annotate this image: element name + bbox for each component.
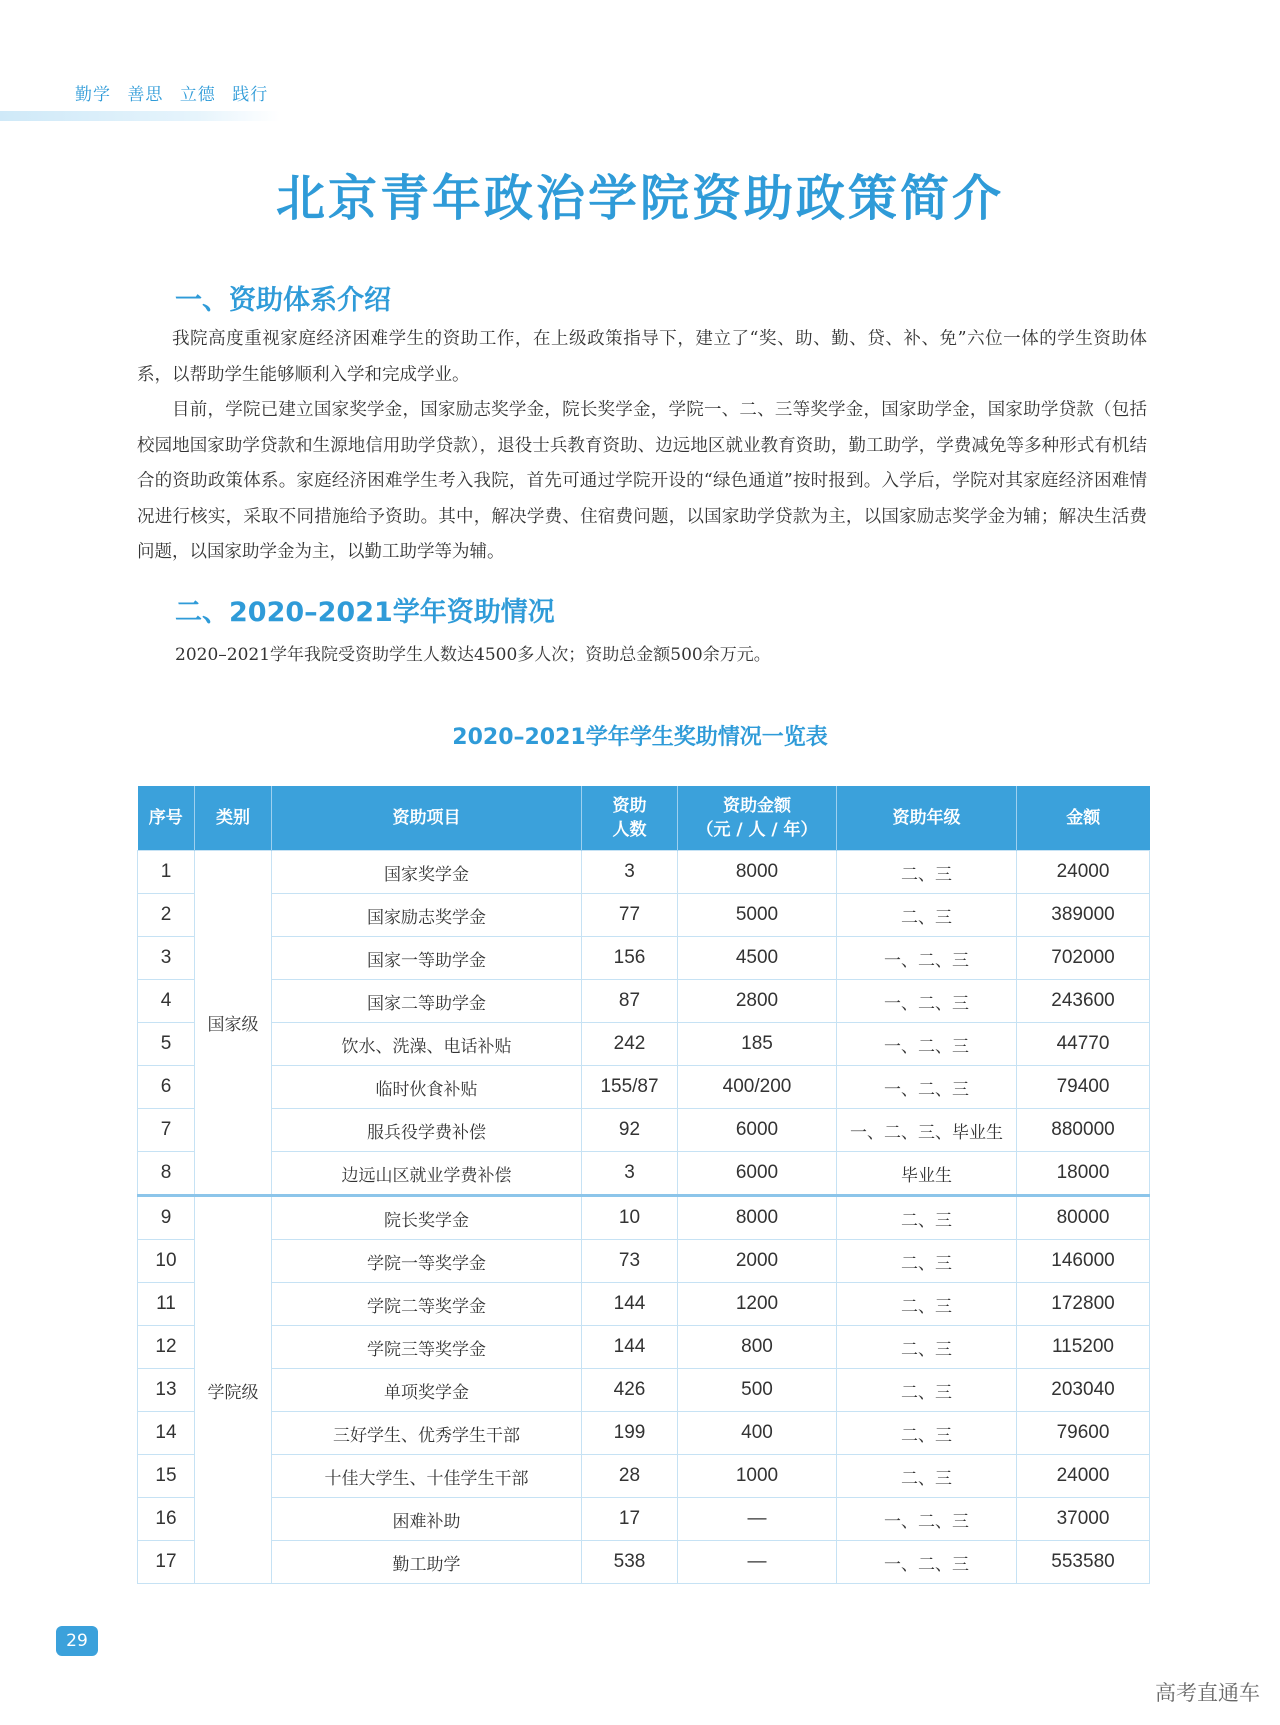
no-cell: 7 bbox=[138, 1109, 195, 1152]
watermark: 高考直通车 bbox=[1155, 1681, 1260, 1705]
count-cell: 426 bbox=[582, 1369, 678, 1412]
table-row bbox=[138, 980, 1150, 1023]
header-grade: 资助年级 bbox=[837, 786, 1017, 851]
count-cell: 3 bbox=[582, 851, 678, 894]
grade-cell: 二、三 bbox=[837, 1326, 1017, 1369]
grade-cell: 二、三 bbox=[837, 1455, 1017, 1498]
header-no: 序号 bbox=[138, 786, 195, 851]
amount-cell: 8000 bbox=[678, 851, 837, 894]
grade-cell: 二、三 bbox=[837, 1240, 1017, 1283]
total-cell: 880000 bbox=[1017, 1109, 1150, 1152]
table-row bbox=[138, 1283, 1150, 1326]
total-cell: 146000 bbox=[1017, 1240, 1150, 1283]
grade-cell: 二、三 bbox=[837, 1283, 1017, 1326]
amount-cell: 2800 bbox=[678, 980, 837, 1023]
item-cell: 国家励志奖学金 bbox=[272, 894, 582, 937]
no-cell: 14 bbox=[138, 1412, 195, 1455]
amount-cell: 2000 bbox=[678, 1240, 837, 1283]
table-row bbox=[138, 1240, 1150, 1283]
table-row bbox=[138, 1412, 1150, 1455]
page-title: 北京青年政治学院资助政策简介 bbox=[275, 170, 1004, 227]
count-cell: 144 bbox=[582, 1326, 678, 1369]
item-cell: 三好学生、优秀学生干部 bbox=[272, 1412, 582, 1455]
item-cell: 国家一等助学金 bbox=[272, 937, 582, 980]
header-amount-line1: 资助金额 bbox=[723, 796, 791, 816]
item-cell: 院长奖学金 bbox=[272, 1196, 582, 1240]
header-total: 金额 bbox=[1017, 786, 1150, 851]
grade-cell: 一、二、三 bbox=[837, 937, 1017, 980]
header-count-line2: 人数 bbox=[612, 820, 647, 840]
count-cell: 10 bbox=[582, 1196, 678, 1240]
table-row bbox=[138, 1109, 1150, 1152]
total-cell: 389000 bbox=[1017, 894, 1150, 937]
grade-cell: 一、二、三 bbox=[837, 1498, 1017, 1541]
amount-cell: — bbox=[678, 1541, 837, 1584]
amount-cell: 500 bbox=[678, 1369, 837, 1412]
count-cell: 73 bbox=[582, 1240, 678, 1283]
item-cell: 边远山区就业学费补偿 bbox=[272, 1152, 582, 1196]
header-amount-line2: （元 / 人 / 年） bbox=[696, 820, 818, 840]
count-cell: 242 bbox=[582, 1023, 678, 1066]
table-row bbox=[138, 1196, 1150, 1240]
category-cell: 国家级 bbox=[195, 851, 272, 1196]
amount-cell: 1000 bbox=[678, 1455, 837, 1498]
amount-cell: 400/200 bbox=[678, 1066, 837, 1109]
no-cell: 3 bbox=[138, 937, 195, 980]
total-cell: 80000 bbox=[1017, 1196, 1150, 1240]
grade-cell: 一、二、三 bbox=[837, 1541, 1017, 1584]
page-number: 29 bbox=[56, 1626, 98, 1656]
header-count-line1: 资助 bbox=[612, 796, 647, 816]
header-decoration-band bbox=[0, 111, 280, 121]
grade-cell: 二、三 bbox=[837, 1412, 1017, 1455]
no-cell: 2 bbox=[138, 894, 195, 937]
item-cell: 学院二等奖学金 bbox=[272, 1283, 582, 1326]
summary-text: 2020–2021学年我院受资助学生人数达4500多人次；资助总金额500余万元。 bbox=[175, 645, 771, 665]
total-cell: 115200 bbox=[1017, 1326, 1150, 1369]
total-cell: 37000 bbox=[1017, 1498, 1150, 1541]
item-cell: 勤工助学 bbox=[272, 1541, 582, 1584]
table-row bbox=[138, 937, 1150, 980]
total-cell: 79600 bbox=[1017, 1412, 1150, 1455]
table-row bbox=[138, 1541, 1150, 1584]
table-title: 2020–2021学年学生奖助情况一览表 bbox=[452, 725, 828, 750]
total-cell: 553580 bbox=[1017, 1541, 1150, 1584]
grade-cell: 二、三 bbox=[837, 851, 1017, 894]
amount-cell: 5000 bbox=[678, 894, 837, 937]
item-cell: 学院三等奖学金 bbox=[272, 1326, 582, 1369]
grade-cell: 一、二、三 bbox=[837, 1023, 1017, 1066]
section-heading-system: 一、资助体系介绍 bbox=[175, 285, 391, 316]
motto-word: 勤学 bbox=[75, 85, 111, 105]
count-cell: 199 bbox=[582, 1412, 678, 1455]
table-row bbox=[138, 851, 1150, 894]
item-cell: 困难补助 bbox=[272, 1498, 582, 1541]
count-cell: 87 bbox=[582, 980, 678, 1023]
no-cell: 15 bbox=[138, 1455, 195, 1498]
count-cell: 17 bbox=[582, 1498, 678, 1541]
paragraph-policy: 目前，学院已建立国家奖学金，国家励志奖学金，院长奖学金，学院一、二、三等奖学金，国家助学金，国家助学贷款（包括校园地国家助学贷款和生源地信用助学贷款），退役士兵教育资助、边远地区就业教育资助，勤工助学，学费减免等多种形式有机结合的资助政策体系。家庭经济困难学生考入我院，首先可通过学院开设的“绿色通道”按时报到。入学后，学院对其家庭经济困难情况进行核实，采取不同措施给予资助。其中，解决学费、住宿费问题，以国家助学贷款为主，以国家励志奖学金为辅；解决生活费问题，以国家助学金为主，以勤工助学等为辅。 bbox=[137, 400, 1147, 562]
no-cell: 5 bbox=[138, 1023, 195, 1066]
table-row bbox=[138, 1498, 1150, 1541]
item-cell: 饮水、洗澡、电话补贴 bbox=[272, 1023, 582, 1066]
total-cell: 24000 bbox=[1017, 851, 1150, 894]
item-cell: 十佳大学生、十佳学生干部 bbox=[272, 1455, 582, 1498]
category-cell: 学院级 bbox=[195, 1196, 272, 1584]
count-cell: 77 bbox=[582, 894, 678, 937]
paragraph-intro: 我院高度重视家庭经济困难学生的资助工作，在上级政策指导下，建立了“奖、助、勤、贷、补、免”六位一体的学生资助体系，以帮助学生能够顺利入学和完成学业。 bbox=[137, 329, 1147, 385]
header-amount bbox=[678, 786, 837, 851]
count-cell: 92 bbox=[582, 1109, 678, 1152]
table-row bbox=[138, 1152, 1150, 1196]
item-cell: 国家二等助学金 bbox=[272, 980, 582, 1023]
total-cell: 702000 bbox=[1017, 937, 1150, 980]
amount-cell: — bbox=[678, 1498, 837, 1541]
no-cell: 16 bbox=[138, 1498, 195, 1541]
item-cell: 服兵役学费补偿 bbox=[272, 1109, 582, 1152]
amount-cell: 400 bbox=[678, 1412, 837, 1455]
total-cell: 44770 bbox=[1017, 1023, 1150, 1066]
grade-cell: 毕业生 bbox=[837, 1152, 1017, 1196]
no-cell: 10 bbox=[138, 1240, 195, 1283]
no-cell: 13 bbox=[138, 1369, 195, 1412]
table-body bbox=[138, 851, 1150, 1584]
section-heading-year: 二、2020–2021学年资助情况 bbox=[175, 597, 555, 628]
amount-cell: 6000 bbox=[678, 1152, 837, 1196]
no-cell: 8 bbox=[138, 1152, 195, 1196]
grade-cell: 二、三 bbox=[837, 1196, 1017, 1240]
grade-cell: 二、三 bbox=[837, 1369, 1017, 1412]
no-cell: 6 bbox=[138, 1066, 195, 1109]
motto-word: 善思 bbox=[127, 85, 164, 105]
table-row bbox=[138, 1455, 1150, 1498]
item-cell: 国家奖学金 bbox=[272, 851, 582, 894]
amount-cell: 6000 bbox=[678, 1109, 837, 1152]
no-cell: 11 bbox=[138, 1283, 195, 1326]
total-cell: 203040 bbox=[1017, 1369, 1150, 1412]
grade-cell: 一、二、三、毕业生 bbox=[837, 1109, 1017, 1152]
count-cell: 28 bbox=[582, 1455, 678, 1498]
amount-cell: 800 bbox=[678, 1326, 837, 1369]
total-cell: 243600 bbox=[1017, 980, 1150, 1023]
motto-word: 践行 bbox=[232, 85, 269, 105]
table-row bbox=[138, 1326, 1150, 1369]
count-cell: 155/87 bbox=[582, 1066, 678, 1109]
table-row bbox=[138, 1369, 1150, 1412]
header-count bbox=[582, 786, 678, 851]
count-cell: 3 bbox=[582, 1152, 678, 1196]
header-item: 资助项目 bbox=[272, 786, 582, 851]
total-cell: 18000 bbox=[1017, 1152, 1150, 1196]
no-cell: 1 bbox=[138, 851, 195, 894]
grade-cell: 二、三 bbox=[837, 894, 1017, 937]
grade-cell: 一、二、三 bbox=[837, 1066, 1017, 1109]
no-cell: 17 bbox=[138, 1541, 195, 1584]
count-cell: 538 bbox=[582, 1541, 678, 1584]
item-cell: 学院一等奖学金 bbox=[272, 1240, 582, 1283]
amount-cell: 185 bbox=[678, 1023, 837, 1066]
count-cell: 156 bbox=[582, 937, 678, 980]
aid-table bbox=[137, 786, 1150, 1584]
no-cell: 4 bbox=[138, 980, 195, 1023]
table-row bbox=[138, 894, 1150, 937]
no-cell: 9 bbox=[138, 1196, 195, 1240]
amount-cell: 4500 bbox=[678, 937, 837, 980]
table-header-row bbox=[138, 786, 1150, 851]
table-row bbox=[138, 1066, 1150, 1109]
table-row bbox=[138, 1023, 1150, 1066]
total-cell: 172800 bbox=[1017, 1283, 1150, 1326]
item-cell: 单项奖学金 bbox=[272, 1369, 582, 1412]
item-cell: 临时伙食补贴 bbox=[272, 1066, 582, 1109]
total-cell: 79400 bbox=[1017, 1066, 1150, 1109]
amount-cell: 8000 bbox=[678, 1196, 837, 1240]
header-category: 类别 bbox=[195, 786, 272, 851]
header-motto bbox=[75, 80, 278, 105]
no-cell: 12 bbox=[138, 1326, 195, 1369]
total-cell: 24000 bbox=[1017, 1455, 1150, 1498]
motto-word: 立德 bbox=[179, 85, 216, 105]
grade-cell: 一、二、三 bbox=[837, 980, 1017, 1023]
count-cell: 144 bbox=[582, 1283, 678, 1326]
amount-cell: 1200 bbox=[678, 1283, 837, 1326]
